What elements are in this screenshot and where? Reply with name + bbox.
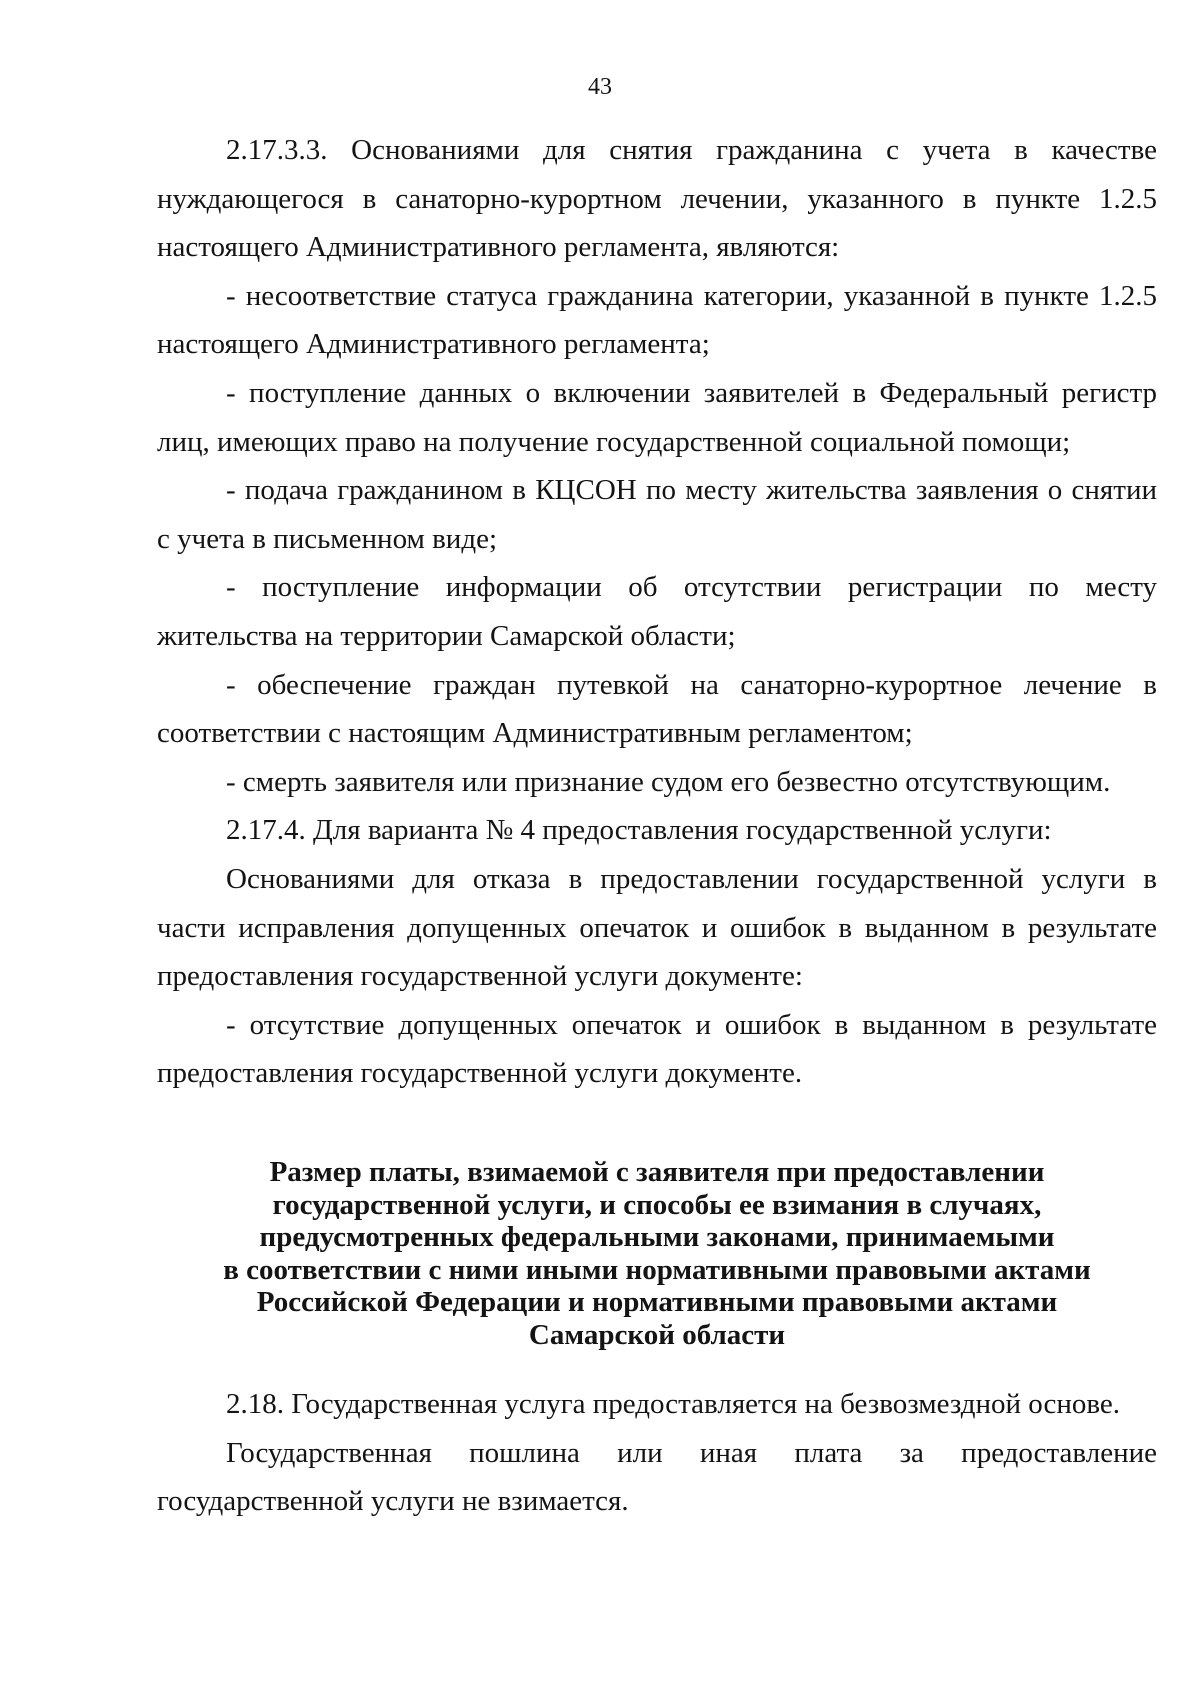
paragraph-fee-statement: Государственная пошлина или иная плата за предоставление государственной услуги не взимается. — [157, 1436, 1157, 1518]
list-item-no-registration: - поступление информации об отсутствии регистрации по месту жительства на территории Самарской области; — [157, 571, 1157, 652]
closing-text — [157, 1380, 1157, 1526]
page-number: 43 — [588, 74, 612, 100]
heading-line: Самарской области — [528, 1318, 786, 1351]
list-item-no-errors: - отсутствие допущенных опечаток и ошибок в выданном в результате предоставления государственной услуги документе. — [157, 1008, 1157, 1090]
list-item-death: - смерть заявителя или признание судом его безвестно отсутствующим. — [226, 765, 1111, 798]
heading-line: Российской Федерации и нормативными правовыми актами — [256, 1286, 1058, 1318]
paragraph-refusal-grounds: Основаниями для отказа в предоставлении государственной услуги в части исправления допущенных опечаток и ошибок в выданном в результате предоставления государственной услуги документе: — [157, 862, 1157, 993]
heading-line: в соответствии с ними иными нормативными правовыми актами — [223, 1253, 1091, 1286]
paragraph-2-17-3-3: 2.17.3.3. Основаниями для снятия гражданина с учета в качестве нуждающегося в санаторно-курортном лечении, указанного в пункте 1.2.5 настоящего Административного регламента, являются: — [157, 134, 1157, 264]
section-heading — [157, 1156, 1157, 1351]
list-item-voucher-provided: - обеспечение граждан путевкой на санаторно-курортное лечение в соответствии с настоящим Административным регламентом; — [157, 668, 1157, 750]
paragraph-2-18: 2.18. Государственная услуга предоставляется на безвозмездной основе. — [226, 1388, 1121, 1420]
heading-line: государственной услуги, и способы ее взимания в случаях, — [272, 1188, 1042, 1221]
paragraph-2-17-4: 2.17.4. Для варианта № 4 предоставления государственной услуги: — [226, 814, 1052, 847]
heading-line: предусмотренных федеральными законами, принимаемыми — [259, 1221, 1055, 1253]
heading-line: Размер платы, взимаемой с заявителя при предоставлении — [269, 1156, 1045, 1188]
list-item-federal-register: - поступление данных о включении заявителей в Федеральный регистр лиц, имеющих право на получение государственной социальной помощи; — [157, 376, 1157, 458]
body-text — [157, 126, 1157, 1098]
list-item-status-mismatch: - несоответствие статуса гражданина категории, указанной в пункте 1.2.5 настоящего Административного регламента; — [157, 279, 1157, 361]
list-item-written-application: - подача гражданином в КЦСОН по месту жительства заявления о снятии с учета в письменном виде; — [157, 474, 1157, 555]
